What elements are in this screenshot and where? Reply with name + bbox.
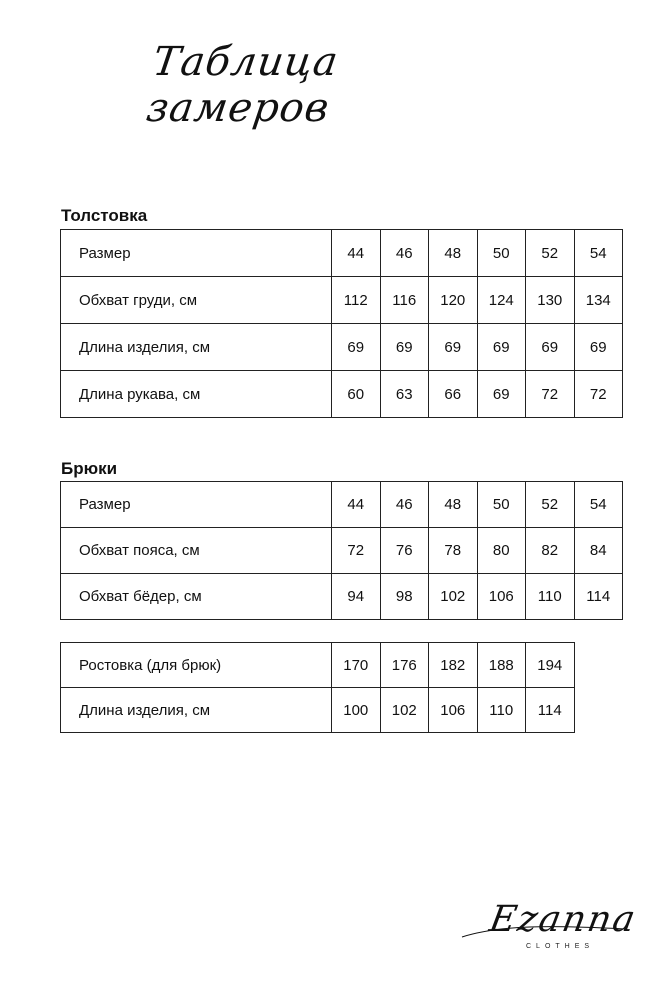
row-label: Длина изделия, см [61, 324, 332, 371]
table-cell: 102 [380, 688, 429, 733]
table-cell: 52 [526, 482, 575, 528]
table-cell: 69 [380, 324, 429, 371]
row-label: Обхват груди, см [61, 277, 332, 324]
table-cell: 120 [429, 277, 478, 324]
table-cell: 44 [332, 230, 381, 277]
table-cell: 63 [380, 371, 429, 418]
table-cell: 130 [526, 277, 575, 324]
table-cell: 134 [574, 277, 623, 324]
table-cell: 69 [332, 324, 381, 371]
table-cell: 106 [429, 688, 478, 733]
table-cell: 114 [526, 688, 575, 733]
table-cell: 102 [429, 574, 478, 620]
row-label: Размер [61, 230, 332, 277]
table-cell: 110 [526, 574, 575, 620]
table-cell: 48 [429, 230, 478, 277]
table-cell: 50 [477, 482, 526, 528]
table-cell: 46 [380, 482, 429, 528]
table-row [61, 482, 623, 528]
table-cell: 44 [332, 482, 381, 528]
table-cell: 116 [380, 277, 429, 324]
table-cell: 114 [574, 574, 623, 620]
table-cell: 110 [477, 688, 526, 733]
brand-subtitle: CLOTHES [526, 943, 595, 950]
table-cell: 100 [332, 688, 381, 733]
brand-name: Ezanna [486, 899, 641, 940]
table-row [61, 371, 623, 418]
hoodie-size-table [60, 229, 623, 418]
table-cell: 80 [477, 528, 526, 574]
table-cell: 50 [477, 230, 526, 277]
table-cell: 98 [380, 574, 429, 620]
table-cell: 60 [332, 371, 381, 418]
table-cell: 69 [526, 324, 575, 371]
row-label: Длина изделия, см [61, 688, 332, 733]
height-size-table [60, 642, 575, 733]
brand-logo [460, 895, 641, 970]
table-cell: 94 [332, 574, 381, 620]
table-cell: 112 [332, 277, 381, 324]
table-cell: 194 [526, 643, 575, 688]
table-cell: 66 [429, 371, 478, 418]
table-cell: 48 [429, 482, 478, 528]
trousers-table-body [61, 482, 623, 620]
table-cell: 82 [526, 528, 575, 574]
table-row [61, 324, 623, 371]
table-cell: 78 [429, 528, 478, 574]
table-cell: 69 [477, 371, 526, 418]
height-table-body [61, 643, 575, 733]
table-cell: 69 [477, 324, 526, 371]
table-cell: 182 [429, 643, 478, 688]
table-cell: 54 [574, 230, 623, 277]
table-cell: 54 [574, 482, 623, 528]
section-title-hoodie: Толстовка [61, 206, 148, 225]
table-cell: 170 [332, 643, 381, 688]
table-cell: 84 [574, 528, 623, 574]
table-cell: 76 [380, 528, 429, 574]
table-row [61, 643, 575, 688]
row-label: Обхват бёдер, см [61, 574, 332, 620]
table-row [61, 230, 623, 277]
trousers-size-table [60, 481, 623, 620]
table-row [61, 277, 623, 324]
row-label: Обхват пояса, см [61, 528, 332, 574]
page-title: Таблица замеров [143, 39, 342, 131]
table-cell: 188 [477, 643, 526, 688]
table-cell: 176 [380, 643, 429, 688]
table-cell: 72 [526, 371, 575, 418]
table-cell: 124 [477, 277, 526, 324]
table-cell: 72 [332, 528, 381, 574]
table-cell: 72 [574, 371, 623, 418]
hoodie-table-body [61, 230, 623, 418]
table-cell: 46 [380, 230, 429, 277]
table-row [61, 688, 575, 733]
table-cell: 106 [477, 574, 526, 620]
section-title-trousers: Брюки [61, 459, 118, 478]
row-label: Размер [61, 482, 332, 528]
table-cell: 52 [526, 230, 575, 277]
table-row [61, 574, 623, 620]
table-row [61, 528, 623, 574]
table-cell: 69 [429, 324, 478, 371]
row-label: Ростовка (для брюк) [61, 643, 332, 688]
row-label: Длина рукава, см [61, 371, 332, 418]
table-cell: 69 [574, 324, 623, 371]
